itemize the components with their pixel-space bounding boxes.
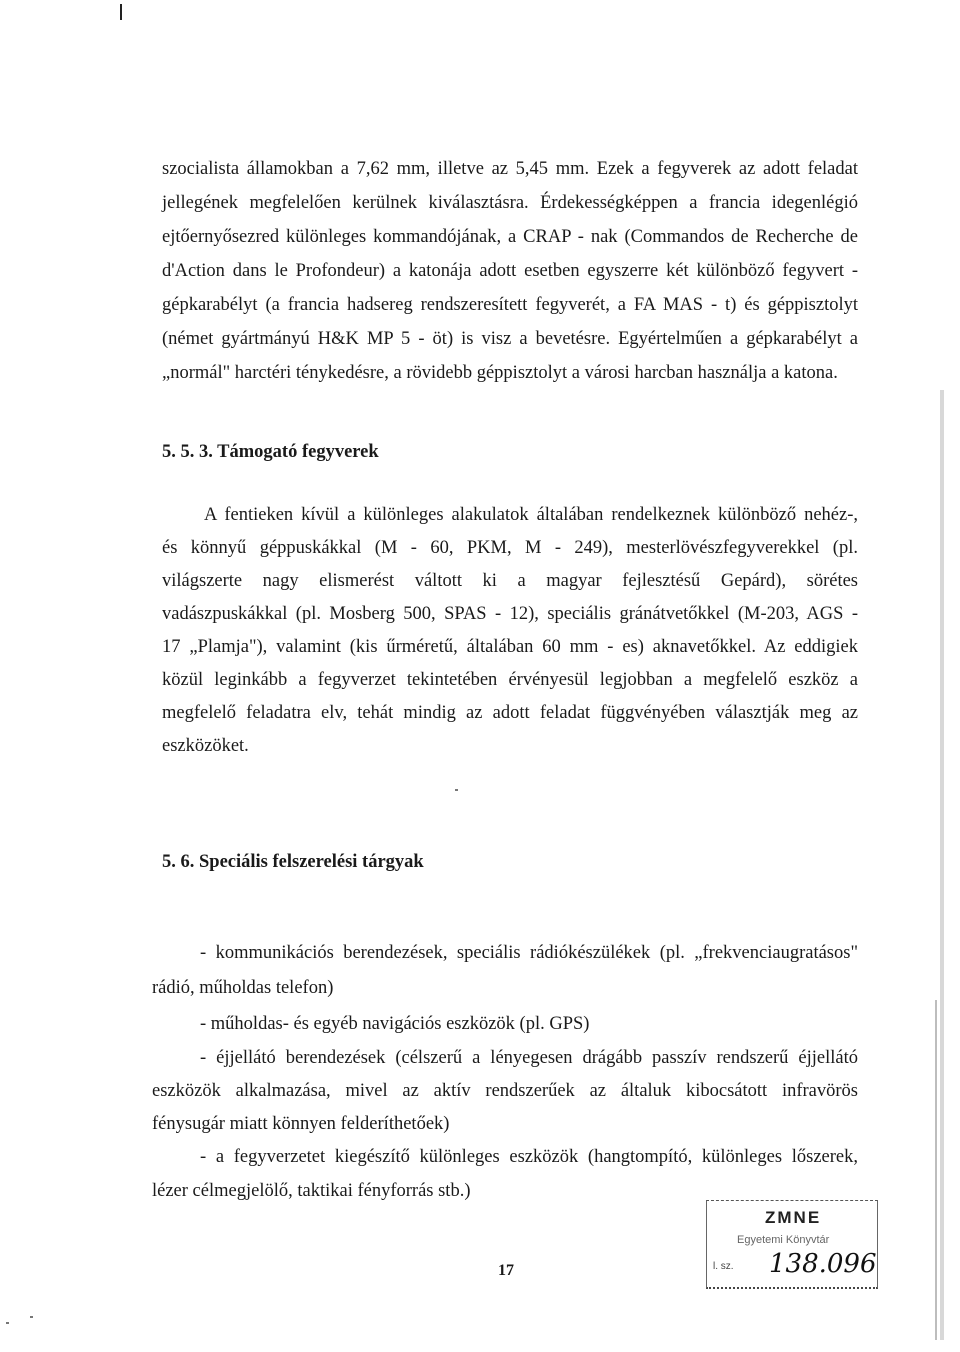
section-heading: 5. 5. 3. Támogató fegyverek bbox=[162, 442, 379, 462]
list-item-continuation: lézer célmegjelölő, taktikai fényforrás stb.) bbox=[152, 1181, 471, 1201]
list-item-continuation: fénysugár miatt könnyen felderíthetőek) bbox=[152, 1114, 450, 1134]
text-line: 17 „Plamja"), valamint (kis űrméretű, általában 60 mm - es) aknavetőkkel. Az eddigiek bbox=[162, 637, 858, 657]
text-line: megfelelő feladatra elv, tehát mindig az adott feladat függvényében választják meg az bbox=[162, 703, 858, 723]
text-line: világszerte nagy elismerést váltott ki a magyar fejlesztésű Gepárd), sörétes bbox=[162, 571, 858, 591]
text-line: (német gyártmányú H&K MP 5 - öt) is visz a bevetésre. Egyértelműen a gépkarabélyt a bbox=[162, 329, 858, 349]
text-line: ejtőernyősezred különleges kommandójának, a CRAP - nak (Commandos de Recherche de bbox=[162, 227, 858, 247]
scan-speck bbox=[6, 1322, 9, 1324]
stamp-prefix: l. sz. bbox=[713, 1261, 734, 1272]
scan-edge bbox=[940, 390, 944, 1340]
scan-mark bbox=[120, 4, 122, 20]
text-line: és könnyű géppuskákkal (M - 60, PKM, M - 249), mesterlövészfegyverekkel (pl. bbox=[162, 538, 858, 558]
text-line: d'Action dans le Profondeur) a katonája adott esetben egyszerre két különböző fegyvert - bbox=[162, 261, 858, 281]
stamp-title: ZMNE bbox=[765, 1208, 822, 1227]
page-number: 17 bbox=[498, 1262, 514, 1279]
text-line: szocialista államokban a 7,62 mm, illetve az 5,45 mm. Ezek a fegyverek az adott feladat bbox=[162, 159, 858, 179]
text-line: gépkarabélyt (a francia hadsereg rendszeresített fegyverét, a FA MAS - t) és géppisztolyt bbox=[162, 295, 858, 315]
list-item: - kommunikációs berendezések, speciális rádiókészülékek (pl. „frekvenciaugratásos" bbox=[200, 943, 858, 963]
scan-edge-inner bbox=[935, 1000, 937, 1340]
list-item: - műholdas- és egyéb navigációs eszközök (pl. GPS) bbox=[200, 1014, 590, 1034]
stamp-inventory-number: 138.096 bbox=[769, 1249, 877, 1279]
list-item-continuation: eszközök alkalmazása, mivel az aktív rendszerűek az általuk kibocsátott infravörös bbox=[152, 1081, 858, 1101]
list-item: - a fegyverzetet kiegészítő különleges eszközök (hangtompító, különleges lőszerek, bbox=[200, 1147, 858, 1167]
library-stamp bbox=[706, 1200, 878, 1289]
stamp-subtitle: Egyetemi Könyvtár bbox=[737, 1234, 830, 1246]
text-line: eszközöket. bbox=[162, 736, 249, 756]
section-heading: 5. 6. Speciális felszerelési tárgyak bbox=[162, 852, 424, 872]
text-line: jellegének megfelelően kerülnek kiválasztásra. Érdekességképpen a francia idegenlégió bbox=[162, 193, 858, 213]
list-item-continuation: rádió, műholdas telefon) bbox=[152, 978, 334, 998]
scan-speck bbox=[455, 789, 458, 791]
text-line: közül leginkább a fegyverzet tekintetében érvényesül legjobban a megfelelő eszköz a bbox=[162, 670, 858, 690]
text-line: vadászpuskákkal (pl. Mosberg 500, SPAS - 12), speciális gránátvetőkkel (M-203, AGS - bbox=[162, 604, 858, 624]
scan-speck bbox=[30, 1316, 33, 1318]
text-line: „normál" harctéri ténykedésre, a rövidebb géppisztolyt a városi harcban használja a katona. bbox=[162, 363, 838, 383]
text-line: A fentieken kívül a különleges alakulatok általában rendelkeznek különböző nehéz-, bbox=[204, 505, 858, 525]
list-item: - éjjellátó berendezések (célszerű a lényegesen drágább passzív rendszerű éjjellátó bbox=[200, 1048, 858, 1068]
